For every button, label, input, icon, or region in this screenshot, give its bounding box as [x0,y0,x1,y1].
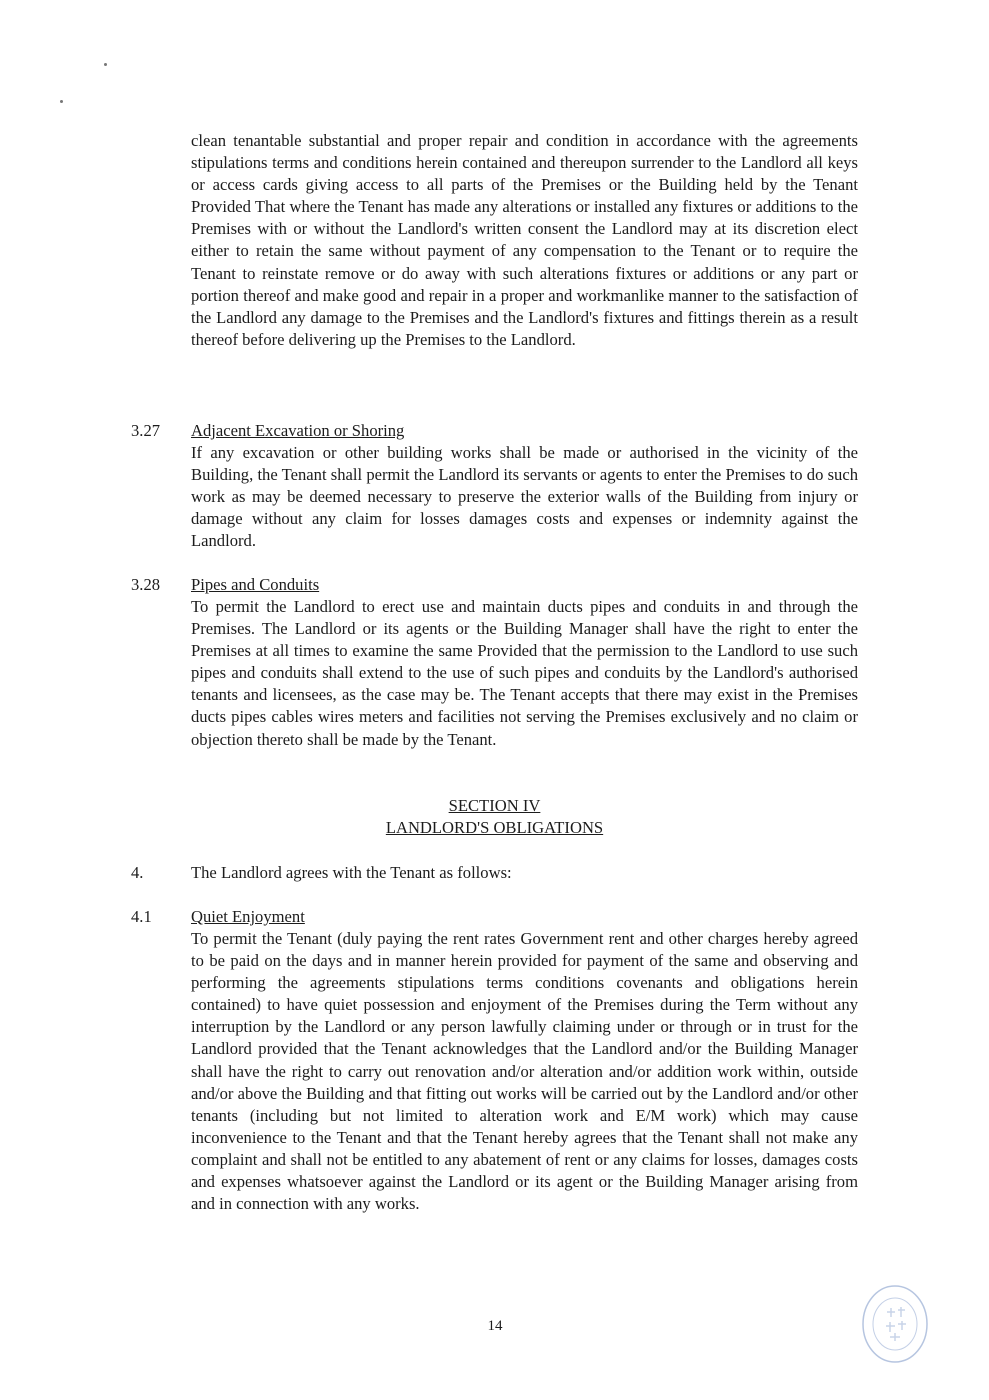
scan-speck [104,63,107,66]
intro-paragraph: clean tenantable substantial and proper repair and condition in accordance with the agreements stipulations terms and conditions herein contained and thereupon surrender to the Landlord all keys or access cards giving access to all parts of the Premises or the Building held by the Tenant Provided That where the Tenant has made any alterations or installed any fixtures or additions to the Premises with or without the Landlord's written consent the Landlord may at its discretion elect either to retain the same without payment of any compensation to the Tenant or to require the Tenant to reinstate remove or do away with such alterations fixtures or additions or any part or portion thereof and make good and repair in a proper and workmanlike manner to the satisfaction of the Landlord any damage to the Premises and the Landlord's fixtures and fittings therein as a result thereof before delivering up the Premises to the Landlord. [191,131,858,349]
scan-speck [60,100,63,103]
clause-body: To permit the Landlord to erect use and maintain ducts pipes and conduits in and through the Premises. The Landlord or its agents or the Building Manager shall have the right to enter the Premises at all times to examine the same Provided that the permission to the Landlord to use such pipes and conduits shall extend to the use of such pipes and conduits by the Landlord's authorised tenants and licensees, as the case may be. The Tenant accepts that there may exist in the Premises ducts pipes cables wires meters and facilities not serving the Premises exclusively and no claim or objection thereto shall be made by the Tenant. [191,597,858,749]
clause-heading: Quiet Enjoyment [191,907,305,926]
clause-number: 3.28 [131,575,161,594]
section-subtitle: LANDLORD'S OBLIGATIONS [385,818,604,837]
clause-body: To permit the Tenant (duly paying the rent rates Government rent and other charges hereby agreed to be paid on the days and in manner herein provided for payment of the same and observing and performing the agreements stipulations terms conditions covenants and obligations herein contained) to have quiet possession and enjoyment of the Premises during the Term without any interruption by the Landlord or any person lawfully claiming under or through or in trust for the Landlord provided that the Tenant acknowledges that the Landlord and/or the Building Manager shall have the right to carry out renovation and/or alteration and/or addition work within, outside and/or above the Building and that fitting out works will be carried out by the Landlord and/or other tenants (including but not limited to alteration work and E/M work) which may cause inconvenience to the Tenant and that the Tenant hereby agrees that the Tenant shall not make any complaint and shall not be entitled to any abatement of rent or any claims for losses, damages costs and expenses whatsoever against the Landlord or its agent or the Building Manager arising from and in connection with any works. [191,929,858,1214]
clause-body: If any excavation or other building works shall be made or authorised in the vicinity of the Building, the Tenant shall permit the Landlord its servants or agents to enter the Premises to do such work as may be deemed necessary to preserve the exterior walls of the Building from injury or damage without any claim for losses damages costs and expenses or indemnity against the Landlord. [191,443,858,551]
clause-number: 3.27 [131,421,161,440]
section-title: SECTION IV [448,796,541,815]
clause-heading: Pipes and Conduits [191,575,320,594]
clause-number: 4.1 [131,907,152,926]
page-number: 14 [487,1318,503,1334]
company-seal [860,1282,930,1367]
clause-body: The Landlord agrees with the Tenant as follows: [191,863,512,882]
clause-number: 4. [131,863,144,882]
clause-heading: Adjacent Excavation or Shoring [191,421,405,440]
